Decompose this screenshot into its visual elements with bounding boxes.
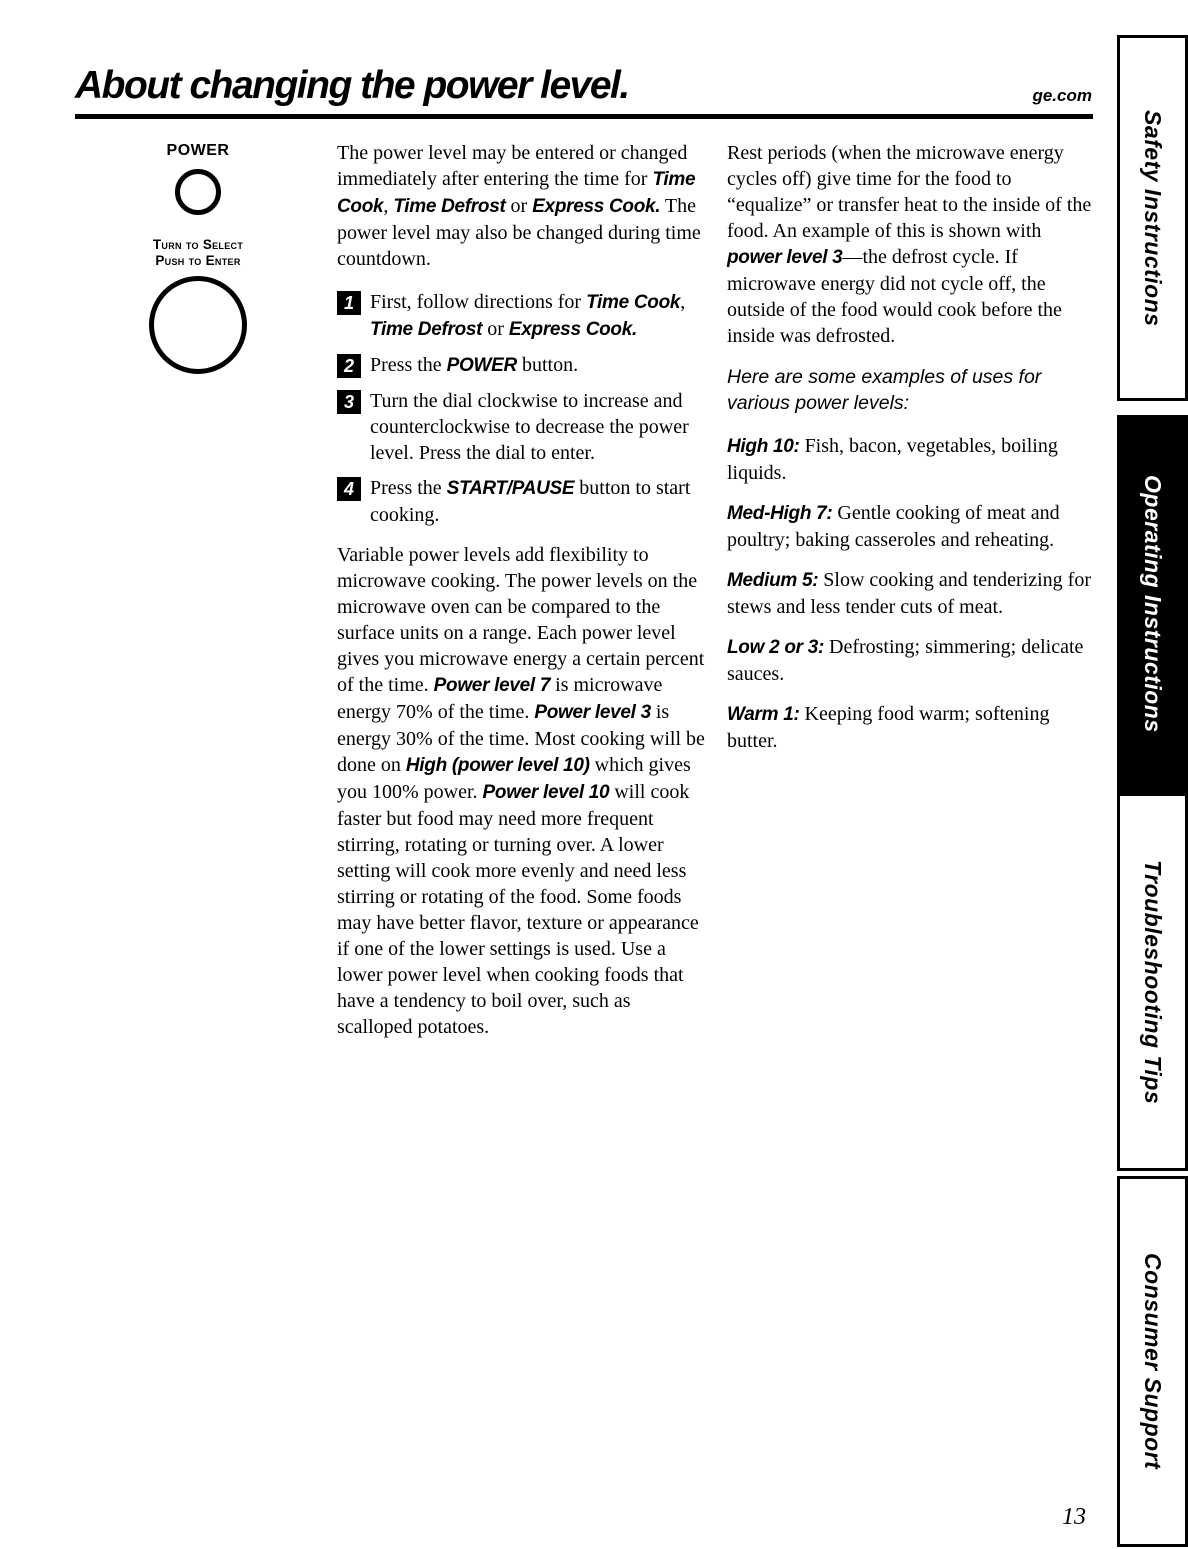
step-3-number: 3 [337, 390, 361, 414]
step-1-text: First, follow directions for Time Cook, Time Defrost or Express Cook. [370, 291, 686, 340]
steps-list [337, 289, 707, 528]
level-low [727, 634, 1097, 687]
main-column [337, 140, 707, 1040]
step-1-number: 1 [337, 291, 361, 315]
step-4 [337, 475, 707, 528]
step-3-text: Turn the dial clockwise to increase and counterclockwise to decrease the power level. Press the dial to enter. [370, 390, 689, 464]
rest-periods-paragraph: Rest periods (when the microwave energy cycles off) give time for the food to “equalize” or transfer heat to the inside of the food. An example of this is shown with power level 3—the defrost cycle. If microwave energy did not cycle off, the outside of the food would cook before the inside was defrosted. [727, 142, 1092, 347]
dial-instruction-line2: Push to Enter [155, 252, 241, 268]
variable-power-paragraph: Variable power levels add flexibility to microwave cooking. The power levels on the microwave oven can be compared to the surface units on a range. Each power level gives you microwave energy a certain percent of the time. Power level 7 is microwave energy 70% of the time. Power level 3 is energy 30% of the time. Most cooking will be done on High (power level 10) which gives you 100% power. Power level 10 will cook faster but food may need more frequent stirring, rotating or turning over. A lower setting will cook more evenly and need less stirring or rotating of the food. Some foods may have better flavor, texture or appearance if one of the lower settings is used. Use a lower power level when cooking foods that have a tendency to boil over, such as scalloped potatoes. [337, 544, 705, 1038]
level-med-high-label: Med-High 7: [727, 502, 833, 524]
header-rule [75, 114, 1093, 119]
level-low-label: Low 2 or 3: [727, 636, 824, 658]
step-2-number: 2 [337, 354, 361, 378]
page-title: About changing the power level. [75, 64, 629, 107]
level-med-high-text: Gentle cooking of meat and poultry; baking casseroles and reheating. [727, 501, 1060, 551]
step-1 [337, 289, 707, 343]
examples-intro: Here are some examples of uses for various power levels: [727, 366, 1042, 415]
ge-website-text: ge.com [1032, 86, 1092, 105]
dial-instruction-label [138, 237, 258, 268]
level-high-label: High 10: [727, 435, 800, 457]
step-2 [337, 352, 707, 379]
step-2-text: Press the POWER button. [370, 354, 579, 376]
dial-icon [149, 276, 247, 374]
level-medium-text: Slow cooking and tenderizing for stews and less tender cuts of meat. [727, 568, 1091, 618]
tab-troubleshooting-tips-label: Troubleshooting Tips [1140, 859, 1166, 1105]
tab-consumer-support [1117, 1176, 1188, 1547]
control-panel-figure [138, 142, 258, 374]
level-med-high [727, 500, 1097, 553]
step-4-text: Press the START/PAUSE button to start cooking. [370, 477, 691, 526]
level-warm-text: Keeping food warm; softening butter. [727, 702, 1050, 752]
tab-troubleshooting-tips [1117, 793, 1188, 1171]
power-button-label: POWER [166, 142, 230, 159]
right-column [727, 140, 1097, 768]
level-low-text: Defrosting; simmering; delicate sauces. [727, 635, 1084, 685]
tab-safety-instructions-label: Safety Instructions [1140, 109, 1166, 327]
level-medium-label: Medium 5: [727, 569, 819, 591]
tab-operating-instructions [1117, 415, 1188, 793]
page-number: 13 [1062, 1504, 1086, 1530]
level-warm [727, 701, 1097, 754]
level-medium [727, 567, 1097, 620]
level-high [727, 433, 1097, 486]
level-high-text: Fish, bacon, vegetables, boiling liquids. [727, 434, 1058, 484]
level-warm-label: Warm 1: [727, 703, 800, 725]
tab-operating-instructions-label: Operating Instructions [1140, 475, 1166, 733]
power-button-icon [175, 169, 221, 215]
tab-consumer-support-label: Consumer Support [1140, 1253, 1166, 1470]
tab-safety-instructions [1117, 35, 1188, 401]
step-4-number: 4 [337, 477, 361, 501]
dial-instruction-line1: Turn to Select [152, 237, 244, 252]
step-3 [337, 388, 707, 466]
intro-paragraph: The power level may be entered or changed immediately after entering the time for Time Cook, Time Defrost or Express Cook. The power level may also be changed during time countdown. [337, 142, 701, 270]
